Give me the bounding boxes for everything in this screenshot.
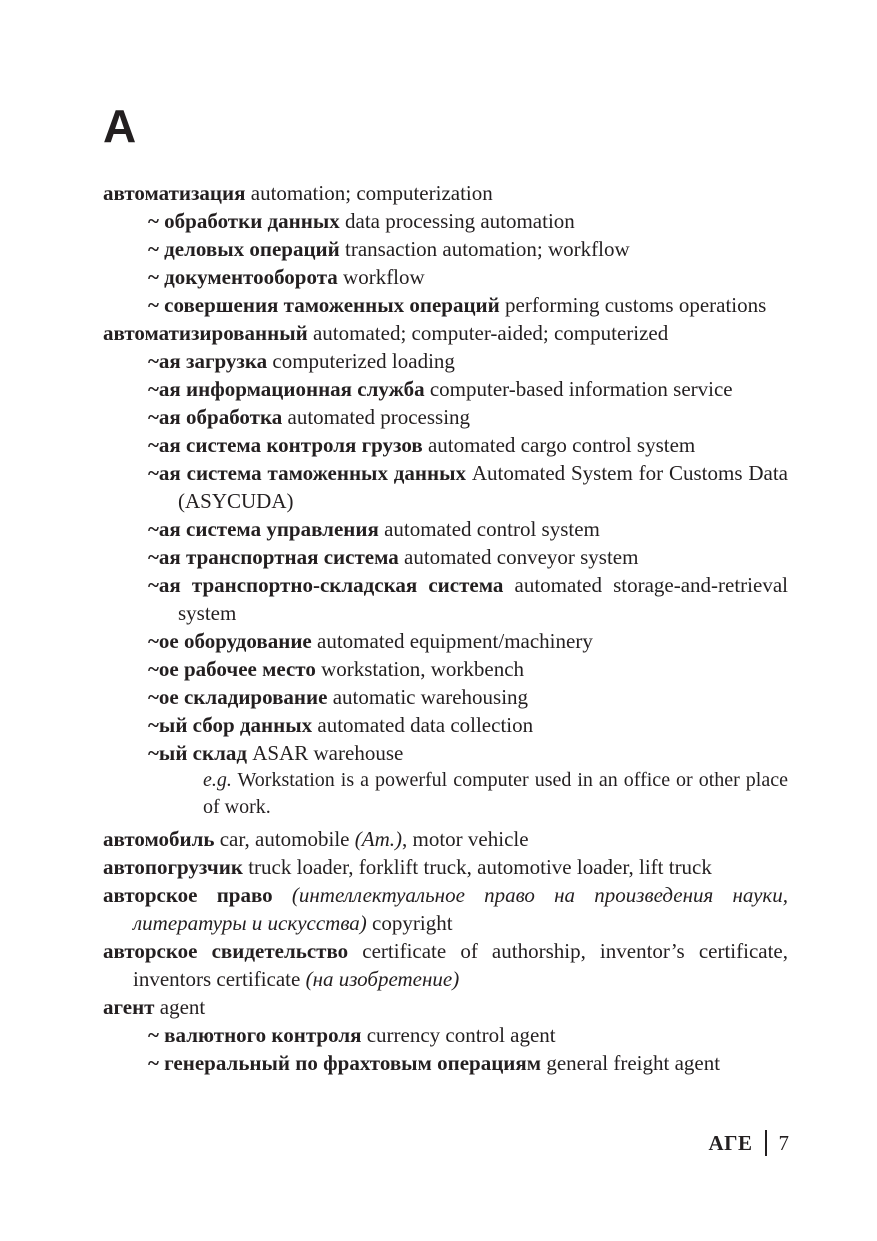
subentry bbox=[103, 655, 788, 683]
headword: ~ая система таможенных данных bbox=[148, 461, 466, 485]
entry-block-2 bbox=[103, 825, 788, 1077]
subentry bbox=[103, 403, 788, 431]
entry bbox=[103, 853, 788, 881]
subentry bbox=[103, 291, 788, 319]
gloss: automated control system bbox=[378, 517, 600, 541]
headword: ~ документооборота bbox=[148, 265, 338, 289]
gloss: copyright bbox=[366, 911, 453, 935]
headword: ~ое оборудование bbox=[148, 629, 312, 653]
gloss: automatic warehousing bbox=[327, 685, 529, 709]
subentry bbox=[103, 1049, 788, 1077]
subentry bbox=[103, 739, 788, 767]
gloss: car, automobile bbox=[214, 827, 355, 851]
subentry bbox=[103, 1021, 788, 1049]
gloss: data processing automation bbox=[339, 209, 575, 233]
headword: ~ая система управления bbox=[148, 517, 379, 541]
gloss: , motor vehicle bbox=[402, 827, 529, 851]
gloss: automated data collection bbox=[312, 713, 534, 737]
headword: ~ый сбор данных bbox=[148, 713, 313, 737]
gloss: certificate of authorship, inventor’s certificate, inventors certificate bbox=[133, 939, 788, 991]
gloss: truck loader, forklift truck, automotive loader, lift truck bbox=[242, 855, 712, 879]
subentry bbox=[103, 347, 788, 375]
headword: ~ая загрузка bbox=[148, 349, 268, 373]
subentry bbox=[103, 571, 788, 627]
headword: ~ая транспортно-складская система bbox=[148, 573, 504, 597]
subentry bbox=[103, 683, 788, 711]
gloss: automated cargo control system bbox=[422, 433, 696, 457]
entry bbox=[103, 881, 788, 937]
usage-example bbox=[103, 767, 788, 821]
gloss: performing customs operations bbox=[499, 293, 767, 317]
headword: ~ обработки данных bbox=[148, 209, 340, 233]
gloss: ASAR warehouse bbox=[247, 741, 404, 765]
gloss: automated storage-and-retrieval system bbox=[178, 573, 788, 625]
entry bbox=[103, 319, 788, 347]
gloss: transaction automation; workflow bbox=[339, 237, 630, 261]
entry bbox=[103, 825, 788, 853]
subentry bbox=[103, 515, 788, 543]
gloss: currency control agent bbox=[361, 1023, 556, 1047]
gloss: automated conveyor system bbox=[398, 545, 639, 569]
page-number: 7 bbox=[778, 1131, 789, 1155]
headword: ~ый склад bbox=[148, 741, 247, 765]
headword: ~ая транспортная система bbox=[148, 545, 399, 569]
headword: ~ валютного контроля bbox=[148, 1023, 362, 1047]
headword: ~ое складирование bbox=[148, 685, 328, 709]
subentry bbox=[103, 627, 788, 655]
gloss: general freight agent bbox=[541, 1051, 721, 1075]
gloss: automated; computer-aided; computerized bbox=[307, 321, 669, 345]
headword: ~ая обработка bbox=[148, 405, 283, 429]
headword: автомобиль bbox=[103, 827, 215, 851]
headword: автоматизированный bbox=[103, 321, 308, 345]
gloss: agent bbox=[154, 995, 206, 1019]
subentry bbox=[103, 375, 788, 403]
headword: ~ генеральный по фрахтовым операциям bbox=[148, 1051, 542, 1075]
gloss: automated equipment/machinery bbox=[311, 629, 593, 653]
gloss: Automated System for Customs Data (ASYCUDA) bbox=[178, 461, 788, 513]
headword: ~ деловых операций bbox=[148, 237, 340, 261]
footer-divider bbox=[765, 1130, 767, 1156]
section-letter: А bbox=[103, 100, 137, 152]
entry bbox=[103, 993, 788, 1021]
gloss: automated processing bbox=[282, 405, 471, 429]
gloss-note: (интеллектуальное право на произведения науки, литературы и искусства) bbox=[133, 883, 788, 935]
entry-block-1 bbox=[103, 179, 788, 767]
entry bbox=[103, 937, 788, 993]
gloss: workflow bbox=[337, 265, 425, 289]
gloss-note: (на изобретение) bbox=[305, 967, 460, 991]
running-head: АГЕ bbox=[708, 1131, 753, 1155]
gloss: workstation, workbench bbox=[315, 657, 525, 681]
gloss: automation; computerization bbox=[245, 181, 493, 205]
headword: ~ совершения таможенных операций bbox=[148, 293, 500, 317]
subentry bbox=[103, 459, 788, 515]
headword: автопогрузчик bbox=[103, 855, 243, 879]
example-label: e.g. bbox=[203, 769, 232, 791]
headword: ~ая система контроля грузов bbox=[148, 433, 423, 457]
gloss: computerized loading bbox=[267, 349, 455, 373]
page-footer bbox=[708, 1129, 789, 1157]
gloss-note: (Am.) bbox=[354, 827, 402, 851]
gloss: computer-based information service bbox=[424, 377, 733, 401]
headword: автоматизация bbox=[103, 181, 246, 205]
headword: авторское право bbox=[103, 883, 273, 907]
headword: агент bbox=[103, 995, 155, 1019]
subentry bbox=[103, 711, 788, 739]
subentry bbox=[103, 263, 788, 291]
headword: ~ое рабочее место bbox=[148, 657, 316, 681]
entry bbox=[103, 179, 788, 207]
subentry bbox=[103, 235, 788, 263]
subentry bbox=[103, 207, 788, 235]
subentry bbox=[103, 431, 788, 459]
example-text: Workstation is a powerful computer used in an office or other place of work. bbox=[203, 769, 788, 818]
entry-list bbox=[103, 179, 788, 1077]
headword: авторское свидетельство bbox=[103, 939, 349, 963]
headword: ~ая информационная служба bbox=[148, 377, 425, 401]
subentry bbox=[103, 543, 788, 571]
